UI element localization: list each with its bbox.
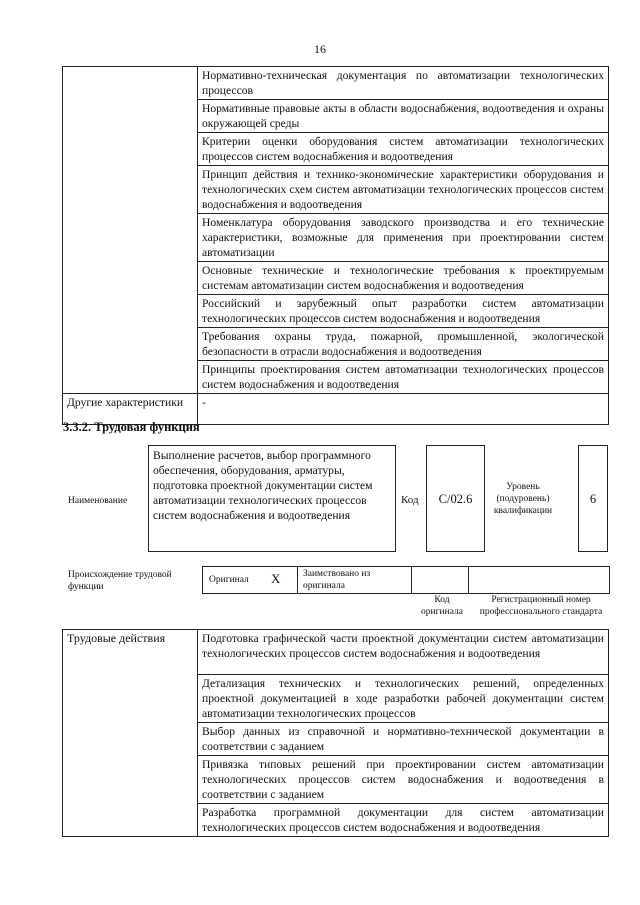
level-box (578, 445, 608, 552)
table-row (63, 630, 609, 675)
knowledge-item: Номенклатура оборудования заводского производства и его технические характеристики, возможные для применения при проектировании систем автоматизации (198, 214, 609, 262)
level-value: 6 (589, 492, 597, 506)
knowledge-item: Основные технические и технологические требования к проектируемым системам автоматизации систем водоснабжения и водоотведения (198, 262, 609, 295)
other-characteristics-label: Другие характеристики (63, 394, 198, 425)
page-number: 16 (314, 42, 326, 56)
other-characteristics-value: - (198, 394, 609, 425)
original-mark: X (271, 571, 281, 586)
action-item: Привязка типовых решений при проектировании систем автоматизации технологических процессов систем водоснабжения и водоотведения в соответствии с заданием (198, 756, 609, 804)
section-title: 3.3.2. Трудовая функция (63, 420, 200, 434)
knowledge-table (62, 66, 609, 425)
origin-divider (468, 567, 469, 593)
code-original-caption: Код оригинала (421, 595, 463, 617)
code-value: С/02.6 (438, 492, 473, 506)
table-row (63, 67, 609, 100)
origin-divider (411, 567, 412, 593)
actions-label: Трудовые действия (63, 630, 198, 837)
knowledge-item: Российский и зарубежный опыт разработки систем автоматизации технологических процессов систем водоснабжения и водоотведения (198, 295, 609, 328)
name-label: Наименование (68, 496, 128, 506)
original-label: Оригинал (209, 575, 249, 585)
action-item: Детализация технических и технологических решений, определенных проектной документацией в ходе разработки рабочей документации систем автоматизации технологических процессов (198, 675, 609, 723)
level-label: Уровень (подуровень) квалификации (493, 482, 553, 516)
knowledge-item: Принципы проектирования систем автоматизации технологических процессов систем водоснабжения и водоотведения (198, 361, 609, 394)
function-name-box (148, 445, 396, 552)
knowledge-item: Требования охраны труда, пожарной, промышленной, экологической безопасности в отрасли водоснабжения и водоотведения (198, 328, 609, 361)
empty-label-cell (63, 67, 198, 394)
borrowed-label: Заимствовано из оригинала (303, 569, 371, 591)
actions-table (62, 629, 609, 837)
knowledge-item: Нормативно-техническая документация по автоматизации технологических процессов (198, 67, 609, 100)
reg-number-caption: Регистрационный номер профессионального стандарта (479, 595, 603, 617)
origin-box (202, 566, 610, 594)
function-name: Выполнение расчетов, выбор программного обеспечения, оборудования, арматуры, подготовка проектной документации систем автоматизации технологических процессов систем водоснабжения и водоотведения (153, 449, 373, 522)
action-item: Разработка программной документации для систем автоматизации технологических процессов систем водоснабжения и водоотведения (198, 804, 609, 837)
knowledge-item: Критерии оценки оборудования систем автоматизации технологических процессов систем водоснабжения и водоотведения (198, 133, 609, 166)
code-label: Код (401, 494, 419, 506)
action-item: Выбор данных из справочной и нормативно-технической документации в соответствии с заданием (198, 723, 609, 756)
origin-label: Происхождение трудовой функции (68, 570, 172, 592)
code-box (426, 445, 485, 552)
action-item: Подготовка графической части проектной документации систем автоматизации технологических процессов систем водоснабжения и водоотведения (198, 630, 609, 675)
knowledge-item: Принцип действия и технико-экономические характеристики оборудования и технологических схем систем автоматизации технологических процессов систем водоснабжения и водоотведения (198, 166, 609, 214)
origin-divider (297, 567, 298, 593)
knowledge-item: Нормативные правовые акты в области водоснабжения, водоотведения и охраны окружающей среды (198, 100, 609, 133)
